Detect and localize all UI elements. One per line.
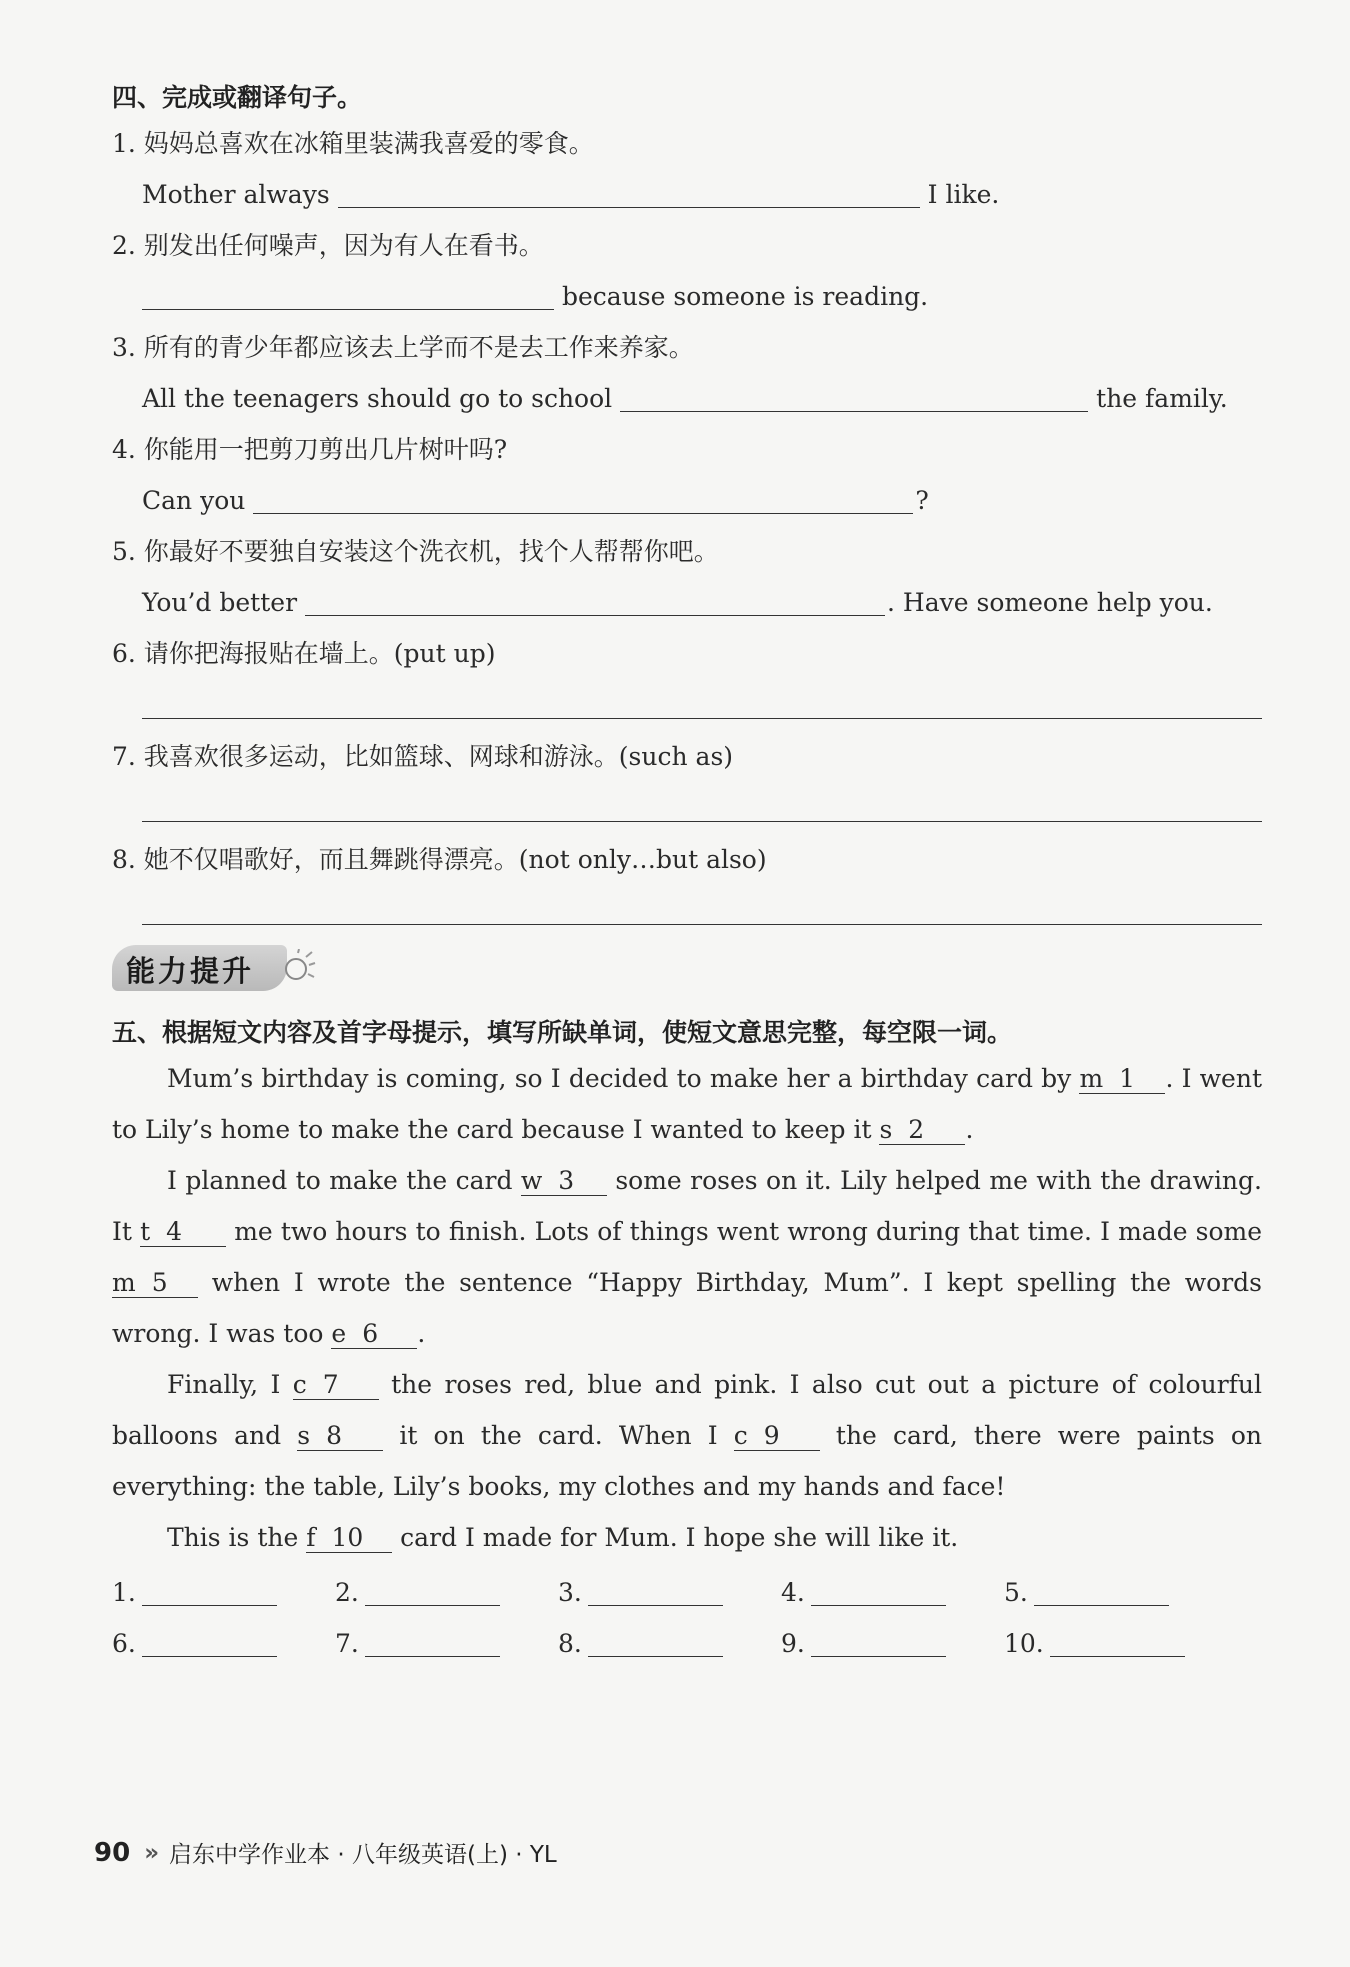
gap-9[interactable]	[734, 1422, 820, 1451]
gap-number: 9	[763, 1421, 780, 1450]
answer-cell	[335, 1567, 558, 1618]
answer-line-5	[112, 577, 1262, 628]
page-content	[112, 78, 1262, 1669]
answer-2-blank[interactable]	[142, 283, 554, 310]
gap-letter: w	[520, 1166, 543, 1195]
gap-letter: m	[112, 1268, 136, 1297]
answer-8-blank[interactable]	[142, 923, 1262, 925]
answer-number: 1.	[112, 1578, 136, 1607]
gap-letter: s	[297, 1421, 311, 1450]
passage-text: .	[417, 1319, 426, 1348]
answer-1-blank[interactable]	[338, 181, 920, 208]
answer-blank-1[interactable]	[142, 1579, 277, 1606]
lightbulb-icon	[282, 949, 316, 989]
answer-cell	[335, 1618, 558, 1669]
question-3: 3. 所有的青少年都应该去上学而不是去工作来养家。	[112, 333, 694, 362]
gap-number: 2	[908, 1115, 925, 1144]
gap-number: 5	[151, 1268, 168, 1297]
passage-text: me two hours to finish. Lots of things went wrong during that time. I made some	[226, 1217, 1263, 1246]
gap-1[interactable]	[1079, 1065, 1165, 1094]
answer-number: 2.	[335, 1578, 359, 1607]
passage-text: Mum’s birthday is coming, so I decided to make her a birthday card by	[167, 1064, 1080, 1093]
answer-number: 8.	[558, 1629, 582, 1658]
section-5-title: 五、根据短文内容及首字母提示，填写所缺单词，使短文意思完整，每空限一词。	[112, 1018, 1013, 1047]
answer-4-suffix: ?	[915, 486, 929, 515]
question-2: 2. 别发出任何噪声，因为有人在看书。	[112, 231, 544, 260]
answer-line-3	[112, 373, 1262, 424]
book-title: 启东中学作业本 · 八年级英语(上) · YL	[169, 1842, 557, 1868]
answer-cell	[1004, 1567, 1227, 1618]
cloze-passage	[112, 1053, 1262, 1563]
gap-3[interactable]	[521, 1167, 607, 1196]
answer-blank-9[interactable]	[811, 1630, 946, 1657]
gap-letter: s	[879, 1115, 893, 1144]
answer-cell	[1004, 1618, 1227, 1669]
gap-letter: f	[306, 1523, 316, 1552]
answer-blank-10[interactable]	[1050, 1630, 1185, 1657]
gap-number: 3	[558, 1166, 575, 1195]
gap-number: 7	[322, 1370, 339, 1399]
gap-letter: t	[140, 1217, 151, 1246]
ability-banner-label: 能力提升	[126, 954, 255, 988]
answer-cell	[558, 1618, 781, 1669]
gap-6[interactable]	[331, 1320, 417, 1349]
double-chevron-icon: »	[144, 1839, 160, 1866]
gap-number: 6	[362, 1319, 379, 1348]
gap-letter: c	[733, 1421, 748, 1450]
answer-7-blank[interactable]	[142, 820, 1262, 822]
answer-number: 6.	[112, 1629, 136, 1658]
question-7: 7. 我喜欢很多运动，比如篮球、网球和游泳。(such as)	[112, 742, 734, 771]
answer-1-prefix: Mother always	[142, 180, 330, 209]
ability-banner	[112, 941, 312, 997]
answer-number: 5.	[1004, 1578, 1028, 1607]
answer-grid	[112, 1567, 1262, 1669]
answer-line-2	[112, 271, 1262, 322]
passage-text: the card, there were paints on everything: the table, Lily’s books, my clothes and my hands and face!	[112, 1421, 1263, 1501]
answer-1-suffix: I like.	[927, 180, 1000, 209]
answer-number: 7.	[335, 1629, 359, 1658]
question-6: 6. 请你把海报贴在墙上。(put up)	[112, 639, 496, 668]
passage-text: . I went to Lily’s home to make the card because I wanted to keep it	[112, 1064, 1262, 1144]
question-4: 4. 你能用一把剪刀剪出几片树叶吗?	[112, 435, 508, 464]
passage-paragraph-2	[112, 1155, 1262, 1359]
passage-text: the roses red, blue and pink. I also cut out a picture of colourful balloons and	[112, 1370, 1263, 1450]
answer-line-4	[112, 475, 1262, 526]
question-8: 8. 她不仅唱歌好，而且舞跳得漂亮。(not only…but also)	[112, 845, 767, 874]
answer-blank-7[interactable]	[365, 1630, 500, 1657]
gap-number: 8	[326, 1421, 342, 1450]
passage-text: card I made for Mum. I hope she will like it.	[392, 1523, 959, 1552]
answer-5-blank[interactable]	[305, 589, 885, 616]
answer-5-suffix: . Have someone help you.	[887, 588, 1213, 617]
answer-blank-4[interactable]	[811, 1579, 946, 1606]
answer-line-1	[112, 169, 1262, 220]
answer-cell	[781, 1618, 1004, 1669]
passage-text: it on the card. When I	[383, 1421, 734, 1450]
passage-paragraph-1	[112, 1053, 1262, 1155]
answer-3-prefix: All the teenagers should go to school	[142, 384, 613, 413]
gap-number: 4	[166, 1217, 183, 1246]
answer-cell	[112, 1618, 335, 1669]
passage-paragraph-4	[112, 1512, 1262, 1563]
answer-number: 10.	[1004, 1629, 1044, 1658]
answer-number: 4.	[781, 1578, 805, 1607]
answer-cell	[558, 1567, 781, 1618]
passage-text: I planned to make the card	[167, 1166, 521, 1195]
answer-number: 3.	[558, 1578, 582, 1607]
answer-3-blank[interactable]	[620, 385, 1088, 412]
answer-blank-2[interactable]	[365, 1579, 500, 1606]
question-5: 5. 你最好不要独自安装这个洗衣机，找个人帮帮你吧。	[112, 537, 719, 566]
gap-5[interactable]	[112, 1269, 198, 1298]
gap-number: 10	[331, 1523, 364, 1552]
page-footer	[94, 1836, 557, 1869]
section-4-title: 四、完成或翻译句子。	[112, 83, 363, 112]
passage-paragraph-3	[112, 1359, 1262, 1512]
answer-row-2	[112, 1618, 1262, 1669]
gap-8[interactable]	[297, 1422, 383, 1451]
page-number: 90	[94, 1837, 131, 1868]
gap-10[interactable]	[306, 1524, 392, 1553]
passage-text: when I wrote the sentence “Happy Birthday, Mum”. I kept spelling the words wrong. I was too	[112, 1268, 1262, 1348]
gap-letter: e	[331, 1319, 347, 1348]
answer-blank-3[interactable]	[588, 1579, 723, 1606]
answer-6-blank[interactable]	[142, 717, 1262, 719]
gap-letter: m	[1079, 1064, 1104, 1093]
answer-cell	[781, 1567, 1004, 1618]
question-1: 1. 妈妈总喜欢在冰箱里装满我喜爱的零食。	[112, 129, 594, 158]
answer-3-suffix: the family.	[1096, 384, 1228, 413]
answer-row-1	[112, 1567, 1262, 1618]
passage-text: This is the	[167, 1523, 307, 1552]
passage-text: .	[965, 1115, 974, 1144]
answer-5-prefix: You’d better	[142, 588, 298, 617]
answer-cell	[112, 1567, 335, 1618]
answer-blank-5[interactable]	[1034, 1579, 1169, 1606]
answer-4-prefix: Can you	[142, 486, 246, 515]
passage-text: Finally, I	[167, 1370, 293, 1399]
gap-2[interactable]	[879, 1116, 965, 1145]
answer-blank-8[interactable]	[588, 1630, 723, 1657]
passage-text: some roses on it. Lily helped me with the drawing. It	[112, 1166, 1262, 1246]
gap-4[interactable]	[140, 1218, 226, 1247]
answer-2-suffix: because someone is reading.	[562, 282, 929, 311]
answer-blank-6[interactable]	[142, 1630, 277, 1657]
gap-7[interactable]	[293, 1371, 379, 1400]
answer-number: 9.	[781, 1629, 805, 1658]
gap-letter: c	[292, 1370, 307, 1399]
answer-4-blank[interactable]	[253, 487, 913, 514]
gap-number: 1	[1119, 1064, 1136, 1093]
